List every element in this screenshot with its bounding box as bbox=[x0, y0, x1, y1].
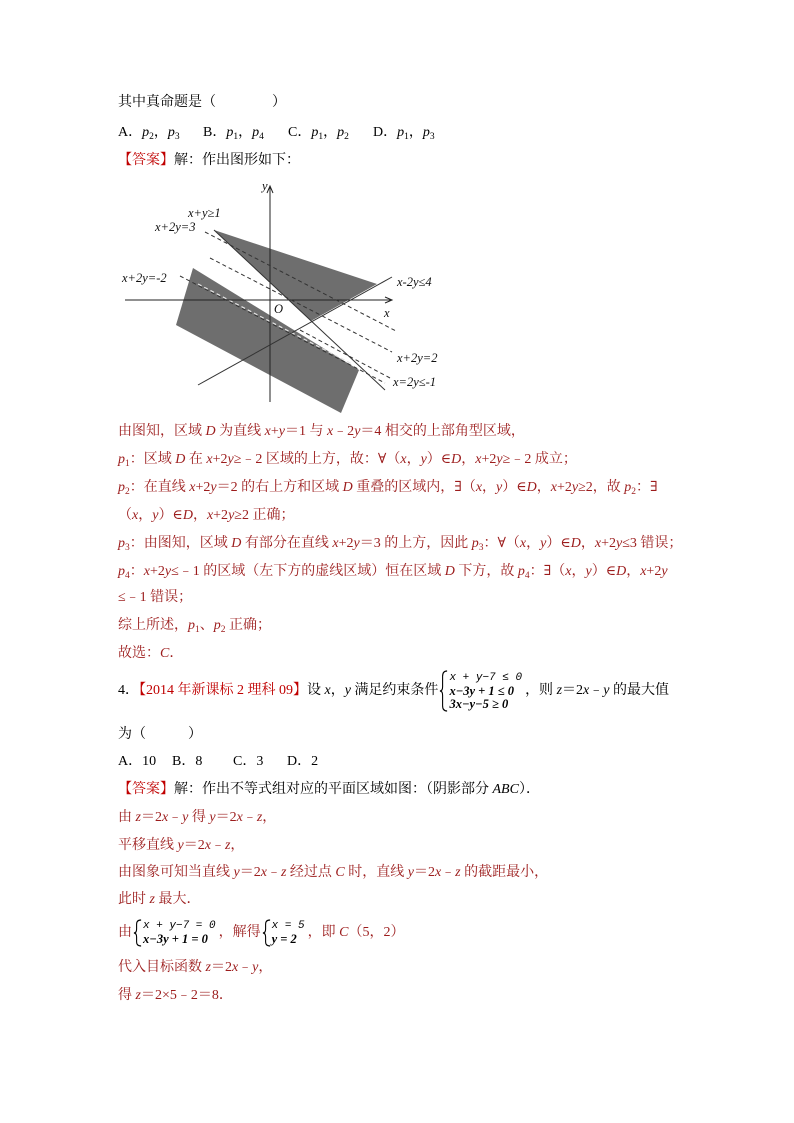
text-run: ， bbox=[330, 683, 345, 698]
text-run: 满足约束条件 bbox=[350, 683, 439, 698]
text-run: ， bbox=[408, 125, 423, 140]
math-variable: p bbox=[142, 125, 150, 140]
math-variable: p bbox=[311, 125, 319, 140]
text-run: ﹣ bbox=[210, 838, 225, 853]
text-run: ， bbox=[153, 125, 168, 140]
text-run: ＝2×5﹣2＝8． bbox=[140, 988, 233, 1003]
text-run: 4． bbox=[118, 683, 139, 698]
math-variable: y bbox=[344, 683, 351, 698]
text-run: ≥﹣2 区域的上方，故：∀（ bbox=[233, 452, 401, 467]
math-variable: x bbox=[264, 424, 271, 439]
math-variable: x bbox=[565, 564, 572, 579]
text-run: ≤﹣1 错误； bbox=[118, 590, 193, 605]
text-run: +2 bbox=[481, 452, 497, 467]
subscript: 3 bbox=[429, 132, 435, 142]
math-variable: ABC bbox=[492, 782, 519, 797]
subscript: 2 bbox=[220, 625, 226, 635]
text-run: ＝2 bbox=[239, 865, 261, 880]
a3-line-3 bbox=[118, 478, 658, 499]
text-run: 有部分在直线 bbox=[241, 536, 333, 551]
text-run: 得 bbox=[188, 810, 210, 825]
math-variable: D bbox=[451, 452, 462, 467]
math-variable: y bbox=[603, 683, 610, 698]
math-variable: x bbox=[550, 480, 557, 495]
math-variable: C bbox=[339, 925, 349, 940]
math-variable: D bbox=[570, 536, 581, 551]
subscript: 3 bbox=[478, 543, 484, 553]
q4-option-b bbox=[172, 752, 233, 772]
text-run: ，则 bbox=[525, 683, 557, 698]
a4-line-6 bbox=[118, 958, 272, 978]
text-run: ， bbox=[571, 564, 586, 579]
math-variable: z bbox=[149, 892, 155, 907]
solve-lead bbox=[118, 923, 132, 943]
subscript: 1 bbox=[233, 132, 239, 142]
math-variable: x bbox=[326, 424, 334, 439]
math-variable: x bbox=[332, 536, 339, 551]
subscript: 1 bbox=[404, 132, 409, 142]
q3-option-a bbox=[118, 123, 203, 144]
math-variable: z bbox=[256, 810, 263, 825]
equation-row: x + y−7 = 0 bbox=[143, 920, 216, 932]
subscript: 1 bbox=[195, 625, 200, 635]
text-run: 故选： bbox=[118, 646, 160, 661]
math-variable: y bbox=[354, 424, 361, 439]
subscript: 2 bbox=[125, 487, 130, 497]
subscript: 1 bbox=[125, 459, 130, 469]
text-run: ＝2 bbox=[562, 683, 584, 698]
text-run: ：由图知，区域 bbox=[129, 536, 232, 551]
text-run: 正确； bbox=[225, 618, 271, 633]
text-run: ≥﹣2 成立； bbox=[502, 452, 577, 467]
text-run: ≤﹣1 的区域（左下方的虚线区域）恒在区域 bbox=[171, 564, 445, 579]
q3-answer-heading bbox=[118, 151, 300, 171]
text-run: 由图知，区域 bbox=[118, 424, 206, 439]
a4-line-2 bbox=[118, 836, 244, 856]
math-variable: x bbox=[143, 564, 150, 579]
a4-line-7 bbox=[118, 986, 233, 1006]
text-run: ，解得 bbox=[218, 925, 261, 940]
text-run: ， bbox=[526, 536, 541, 551]
solution-rows bbox=[272, 920, 305, 946]
label-lower-right: x=2y≤-1 bbox=[393, 375, 437, 389]
a3-line-8 bbox=[118, 616, 271, 637]
text-run: ＝2 bbox=[140, 810, 162, 825]
solve-mid bbox=[219, 923, 261, 943]
text-run: 得 bbox=[118, 988, 136, 1003]
q4-answer-heading bbox=[118, 780, 540, 800]
math-variable: x bbox=[400, 452, 407, 467]
text-run: ＝2 的右上方和区域 bbox=[216, 480, 343, 495]
text-run: ， bbox=[406, 452, 421, 467]
math-variable: y bbox=[278, 424, 285, 439]
constraint-row: x + y−7 ≤ 0 bbox=[449, 671, 523, 684]
subscript: 2 bbox=[631, 487, 637, 497]
left-brace-icon bbox=[439, 670, 448, 712]
text-run: ， bbox=[262, 810, 277, 825]
math-variable: x bbox=[594, 536, 602, 551]
text-run: 重叠的区域内，∃（ bbox=[352, 480, 476, 495]
math-variable: p bbox=[397, 125, 405, 140]
math-variable: x bbox=[583, 683, 590, 698]
text-run: ≤3 错误； bbox=[622, 536, 683, 551]
math-variable: y bbox=[209, 810, 216, 825]
subscript: 3 bbox=[174, 132, 180, 142]
subscript: 2 bbox=[344, 132, 349, 142]
q3-option-b bbox=[203, 123, 288, 144]
math-variable: x bbox=[236, 810, 243, 825]
text-run: ﹣ bbox=[589, 683, 604, 698]
text-run: ）∈ bbox=[591, 564, 617, 579]
text-run: 下方，故 bbox=[454, 564, 518, 579]
math-variable: x bbox=[324, 683, 331, 698]
text-run: ， bbox=[580, 536, 595, 551]
text-run: D． bbox=[373, 125, 398, 140]
text-run: （ bbox=[118, 508, 132, 523]
math-variable: y bbox=[661, 564, 668, 579]
math-variable: y bbox=[252, 960, 259, 975]
math-variable: z bbox=[135, 810, 141, 825]
text-run: 在 bbox=[185, 452, 207, 467]
solve-tail bbox=[308, 923, 405, 943]
text-run: B．8 bbox=[172, 754, 203, 769]
math-variable: D bbox=[231, 536, 242, 551]
math-variable: p bbox=[517, 564, 525, 579]
math-variable: y bbox=[496, 452, 503, 467]
math-variable: p bbox=[118, 564, 125, 579]
text-run: ：在直线 bbox=[129, 480, 190, 495]
text-run: +2 bbox=[195, 480, 211, 495]
a4-line-3 bbox=[118, 863, 548, 883]
math-variable: p bbox=[624, 480, 632, 495]
label-x-plus-2y-eq-2: x+2y=2 bbox=[397, 351, 438, 365]
math-variable: D bbox=[526, 480, 537, 495]
q4-stem-line-2 bbox=[118, 725, 202, 745]
a3-line-9 bbox=[118, 644, 183, 664]
text-run: B． bbox=[203, 125, 227, 140]
text-run: ）∈ bbox=[546, 536, 571, 551]
math-variable: y bbox=[227, 452, 234, 467]
text-run: A． bbox=[118, 125, 143, 140]
math-variable: D bbox=[444, 564, 455, 579]
q4-stem-after bbox=[525, 681, 669, 701]
y-axis-label: y bbox=[262, 179, 268, 193]
label-x-plus-2y-eq-3: x+2y=3 bbox=[155, 220, 196, 234]
math-variable: z bbox=[455, 865, 461, 880]
text-run: 平移直线 bbox=[118, 838, 178, 853]
text-run: ， bbox=[258, 960, 273, 975]
math-variable: p bbox=[188, 618, 195, 633]
text-run: ＝4 相交的上部角型区域， bbox=[360, 424, 525, 439]
q4-stem-before bbox=[118, 681, 438, 701]
math-variable: p bbox=[213, 618, 221, 633]
text-run: A．10 bbox=[118, 754, 157, 769]
q4-constraint-rows bbox=[449, 672, 522, 711]
text-run: ≥2 正确； bbox=[234, 508, 295, 523]
text-run: ， bbox=[230, 838, 245, 853]
math-variable: y bbox=[420, 452, 427, 467]
text-run: ﹣2 bbox=[333, 424, 355, 439]
math-variable: y bbox=[152, 508, 159, 523]
text-run: ， bbox=[192, 508, 207, 523]
math-variable: x bbox=[260, 865, 267, 880]
math-variable: p bbox=[337, 125, 345, 140]
text-run: ）∈ bbox=[158, 508, 183, 523]
q3-prompt bbox=[118, 93, 286, 113]
constraint-row: x−3y + 1 ≤ 0 bbox=[449, 683, 515, 698]
math-variable: p bbox=[252, 125, 260, 140]
math-variable: x bbox=[231, 960, 239, 975]
text-run: 的最大值 bbox=[609, 683, 669, 698]
text-run: ）∈ bbox=[426, 452, 452, 467]
a3-line-6 bbox=[118, 562, 668, 583]
text-run: 最大． bbox=[154, 892, 201, 907]
math-variable: x bbox=[475, 480, 483, 495]
math-variable: p bbox=[167, 125, 175, 140]
math-variable: y bbox=[615, 536, 623, 551]
left-brace-icon bbox=[133, 919, 142, 947]
a4-line-1 bbox=[118, 808, 276, 828]
text-run: +2 bbox=[212, 452, 228, 467]
math-variable: x bbox=[204, 838, 211, 853]
text-run: D．2 bbox=[287, 754, 319, 769]
text-run: ﹣ bbox=[168, 810, 183, 825]
math-variable: C bbox=[160, 646, 170, 661]
q3-options bbox=[118, 123, 458, 144]
text-run: +2 bbox=[338, 536, 354, 551]
math-variable: y bbox=[540, 536, 547, 551]
math-variable: x bbox=[206, 508, 214, 523]
text-run: 此时 bbox=[118, 892, 150, 907]
text-run: ﹣ bbox=[238, 960, 253, 975]
q4-stem-line bbox=[118, 668, 669, 714]
text-run: + bbox=[270, 424, 279, 439]
a3-line-7 bbox=[118, 588, 192, 608]
q4-option-c bbox=[233, 752, 287, 772]
q3-option-c bbox=[288, 123, 373, 144]
math-variable: z bbox=[224, 838, 231, 853]
text-run: ＝2 bbox=[183, 838, 205, 853]
a3-line-1 bbox=[118, 422, 525, 442]
text-run: +2 bbox=[149, 564, 165, 579]
text-run: 时，直线 bbox=[344, 865, 408, 880]
subscript: 4 bbox=[259, 132, 264, 142]
a3-line-4 bbox=[118, 506, 294, 526]
solution-row: y = 2 bbox=[271, 932, 297, 946]
text-run: （5，2） bbox=[348, 925, 405, 940]
math-variable: y bbox=[182, 810, 189, 825]
equation-system bbox=[133, 919, 216, 947]
text-run: 由图象可知当直线 bbox=[118, 865, 234, 880]
math-variable: p bbox=[118, 480, 125, 495]
math-variable: p bbox=[471, 536, 479, 551]
answer-label: 【答案】 bbox=[118, 782, 174, 797]
math-variable: y bbox=[228, 508, 235, 523]
text-run: 解：作出图形如下： bbox=[174, 153, 300, 168]
text-run: ）． bbox=[518, 782, 540, 797]
text-run: C． bbox=[288, 125, 312, 140]
answer-label: 【2014 年新课标 2 理科 09】 bbox=[139, 683, 307, 698]
math-variable: x bbox=[640, 564, 647, 579]
text-run: ，即 bbox=[307, 925, 340, 940]
math-variable: C bbox=[335, 865, 345, 880]
label-x-plus-2y-eq-neg2: x+2y=-2 bbox=[122, 271, 167, 285]
text-run: ：区域 bbox=[129, 452, 176, 467]
math-variable: y bbox=[585, 564, 592, 579]
text-run: ＝1 与 bbox=[284, 424, 327, 439]
feasible-region-figure bbox=[110, 175, 460, 420]
math-variable: p bbox=[118, 452, 125, 467]
math-variable: x bbox=[475, 452, 482, 467]
math-variable: z bbox=[556, 683, 563, 698]
x-axis-label: x bbox=[384, 306, 390, 320]
math-variable: D bbox=[616, 564, 627, 579]
text-run: 为直线 bbox=[215, 424, 265, 439]
answer-label: 【答案】 bbox=[118, 153, 174, 168]
text-run: ， bbox=[138, 508, 153, 523]
label-x-plus-y-ge-1: x+y≥1 bbox=[188, 206, 221, 220]
text-run: +2 bbox=[646, 564, 662, 579]
subscript: 2 bbox=[149, 132, 154, 142]
math-variable: x bbox=[161, 810, 169, 825]
text-run: 代入目标函数 bbox=[118, 960, 206, 975]
math-variable: z bbox=[280, 865, 287, 880]
text-run: ． bbox=[169, 646, 184, 661]
math-variable: y bbox=[233, 865, 240, 880]
math-variable: y bbox=[571, 480, 579, 495]
text-run: ＝2 bbox=[413, 865, 435, 880]
text-run: ， bbox=[626, 564, 641, 579]
text-run: 由 bbox=[118, 925, 132, 940]
constraint-row: 3x−y−5 ≥ 0 bbox=[449, 696, 509, 711]
a3-line-5 bbox=[118, 534, 682, 555]
text-run: ， bbox=[461, 452, 476, 467]
subscript: 3 bbox=[125, 543, 130, 553]
text-run: 为（ ） bbox=[118, 727, 202, 742]
text-run: ）∈ bbox=[502, 480, 527, 495]
text-run: 经过点 bbox=[286, 865, 336, 880]
text-run: +2 bbox=[213, 508, 229, 523]
math-variable: D bbox=[342, 480, 353, 495]
math-variable: D bbox=[182, 508, 193, 523]
text-run: 解：作出不等式组对应的平面区域如图：（阴影部分 bbox=[174, 782, 493, 797]
text-run: 设 bbox=[307, 683, 325, 698]
a4-solve-line bbox=[118, 918, 404, 948]
math-variable: y bbox=[496, 480, 503, 495]
text-run: ：∀（ bbox=[483, 536, 520, 551]
text-run: ﹣ bbox=[266, 865, 281, 880]
math-variable: z bbox=[135, 988, 141, 1003]
math-variable: D bbox=[205, 424, 216, 439]
text-run: ＝3 的上方，因此 bbox=[359, 536, 472, 551]
math-variable: x bbox=[189, 480, 196, 495]
math-variable: x bbox=[206, 452, 213, 467]
equation-row: x−3y + 1 = 0 bbox=[143, 932, 208, 946]
text-run: ≥2，故 bbox=[578, 480, 625, 495]
a3-line-2 bbox=[118, 450, 577, 471]
text-run: ， bbox=[323, 125, 338, 140]
text-run: ＝2 bbox=[215, 810, 237, 825]
text-run: ：∃ bbox=[636, 480, 658, 495]
math-variable: z bbox=[205, 960, 211, 975]
text-run: 、 bbox=[199, 618, 214, 633]
subscript: 4 bbox=[524, 571, 530, 581]
label-x-minus-2y-le-4: x-2y≤4 bbox=[397, 275, 432, 289]
text-run: ＝2 bbox=[210, 960, 232, 975]
math-variable: y bbox=[210, 480, 217, 495]
math-variable: y bbox=[407, 865, 414, 880]
text-run: ， bbox=[536, 480, 551, 495]
text-run: ：∃（ bbox=[529, 564, 566, 579]
left-brace-icon bbox=[262, 919, 271, 947]
text-run: ﹣ bbox=[242, 810, 257, 825]
a4-line-4 bbox=[118, 890, 200, 910]
text-run: 综上所述， bbox=[118, 618, 188, 633]
math-variable: y bbox=[353, 536, 360, 551]
q4-option-a bbox=[118, 752, 172, 772]
text-run: 其中真命题是（ ） bbox=[118, 95, 286, 110]
q4-constraint-system bbox=[439, 670, 522, 712]
subscript: 4 bbox=[125, 571, 130, 581]
text-run: +2 bbox=[601, 536, 616, 551]
math-variable: p bbox=[118, 536, 125, 551]
solution-system bbox=[262, 919, 305, 947]
origin-label: O bbox=[274, 302, 284, 316]
math-variable: p bbox=[422, 125, 430, 140]
q4-option-d bbox=[287, 752, 318, 772]
text-run: ： bbox=[129, 564, 144, 579]
text-run: ， bbox=[238, 125, 253, 140]
text-run: ， bbox=[482, 480, 497, 495]
q4-options bbox=[118, 752, 318, 772]
solution-row: x = 5 bbox=[271, 920, 305, 932]
q3-option-d bbox=[373, 123, 458, 144]
text-run: ﹣ bbox=[441, 865, 456, 880]
text-run: C．3 bbox=[233, 754, 264, 769]
equation-rows bbox=[143, 920, 216, 946]
text-run: 由 bbox=[118, 810, 136, 825]
math-variable: x bbox=[519, 536, 527, 551]
math-variable: y bbox=[177, 838, 184, 853]
math-variable: x bbox=[434, 865, 442, 880]
math-variable: y bbox=[164, 564, 172, 579]
math-variable: p bbox=[226, 125, 234, 140]
math-variable: D bbox=[175, 452, 186, 467]
text-run: +2 bbox=[556, 480, 572, 495]
math-variable: x bbox=[132, 508, 139, 523]
subscript: 1 bbox=[318, 132, 324, 142]
text-run: 的截距最小， bbox=[460, 865, 549, 880]
